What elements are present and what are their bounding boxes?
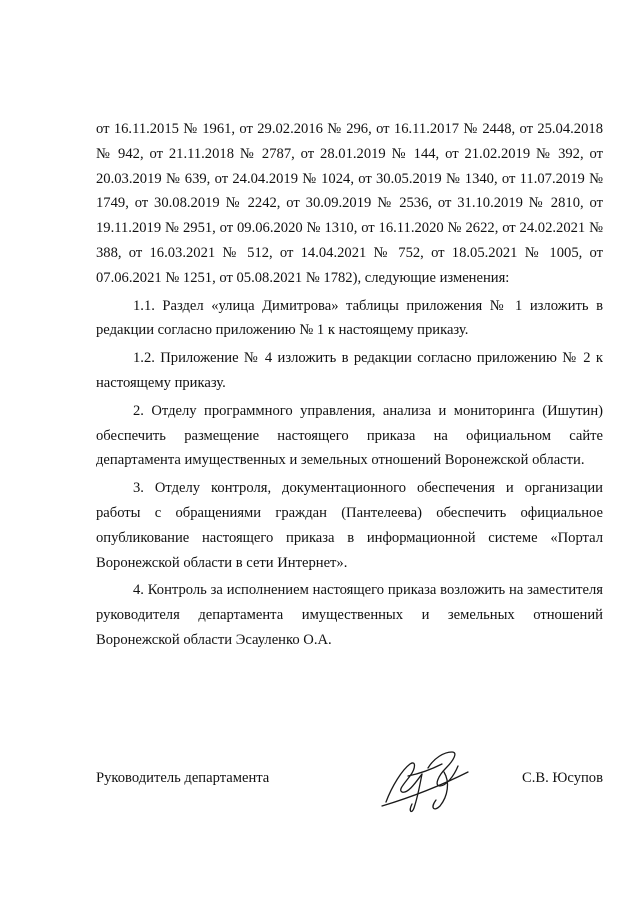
amendments-list-paragraph: от 16.11.2015 № 1961, от 29.02.2016 № 296, от 16.11.2017 № 2448, от 25.04.2018 № 942, от 21.11.2018 № 2787, от 28.01.2019 № 144, от 21.02.2019 № 392, от 20.03.2019 № 639, от 24.04.2019 № 1024, от 30.05.2019 № 1340, от 11.07.2019 № 1749, от 30.08.2019 № 2242, от 30.09.2019 № 2536, от 31.10.2019 № 2810, от 19.11.2019 № 2951, от 09.06.2020 № 1310, от 16.11.2020 № 2622, от 24.02.2021 № 388, от 16.03.2021 № 512, от 14.04.2021 № 752, от 18.05.2021 № 1005, от 07.06.2021 № 1251, от 05.08.2021 № 1782), следующие изменения: [96, 121, 603, 286]
item-3-paragraph: 3. Отделу контроля, документационного обеспечения и организации работы с обращениями граждан (Пантелеева) обеспечить официальное опубликование настоящего приказа в информационной системе «Портал Воронежской области в сети Интернет». [96, 480, 603, 571]
item-2-paragraph: 2. Отделу программного управления, анализа и мониторинга (Ишутин) обеспечить размещение настоящего приказа на официальном сайте департамента имущественных и земельных отношений Воронежской области. [96, 402, 603, 469]
handwritten-signature-icon [372, 746, 482, 818]
signature-block [96, 760, 603, 820]
item-1-1-paragraph: 1.1. Раздел «улица Димитрова» таблицы приложения № 1 изложить в редакции согласно приложению № 1 к настоящему приказу. [96, 297, 603, 339]
item-1-2-paragraph: 1.2. Приложение № 4 изложить в редакции согласно приложению № 2 к настоящему приказу. [96, 350, 603, 391]
item-4-paragraph: 4. Контроль за исполнением настоящего приказа возложить на заместителя руководителя департамента имущественных и земельных отношений Воронежской области Эсауленко О.А. [96, 582, 603, 648]
signatory-title: Руководитель департамента [96, 770, 270, 786]
document-body [96, 117, 603, 653]
signatory-name: С.В. Юсупов [522, 770, 603, 786]
